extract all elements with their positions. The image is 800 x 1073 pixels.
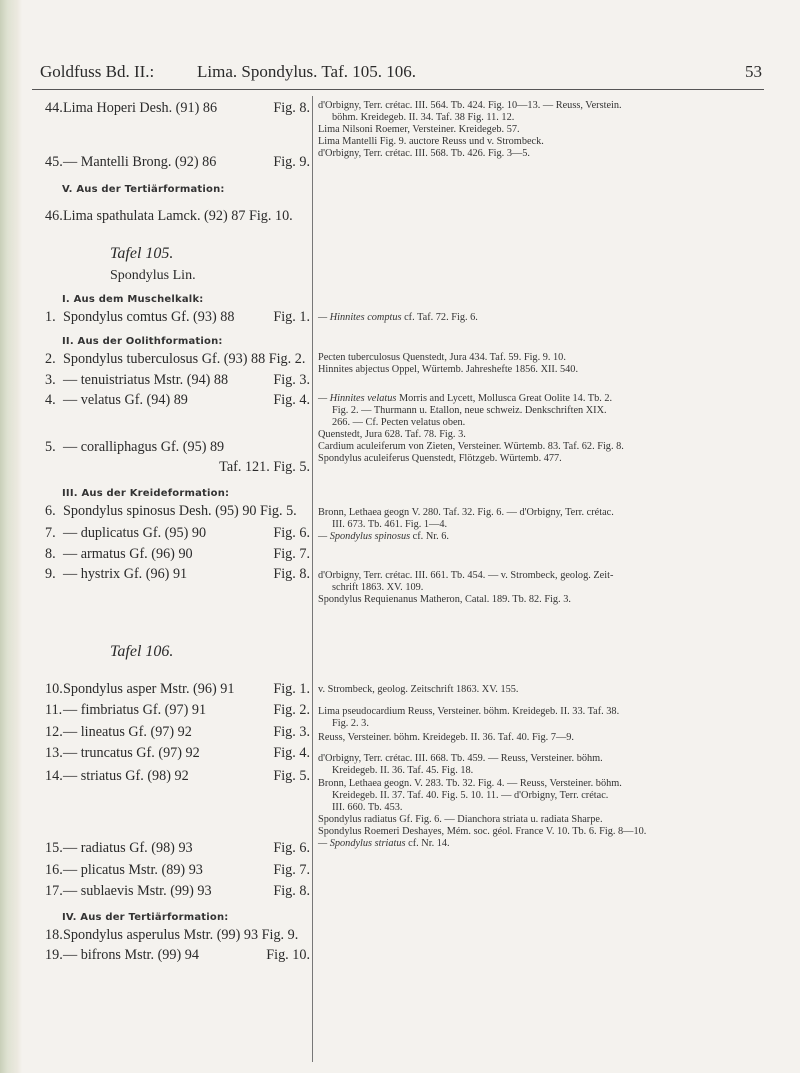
entry-fig: Fig. 8.: [273, 100, 310, 116]
italic-name: — Hinnites comptus: [318, 312, 402, 323]
section-heading-i: I. Aus dem Muschelkalk:: [62, 294, 204, 305]
entry-name: Spondylus asper Mstr. (96) 91: [63, 681, 235, 697]
entry-name: — hystrix Gf. (96) 91: [63, 566, 188, 582]
entry-number: 5.: [45, 439, 56, 455]
reference-text: cf. Taf. 72. Fig. 6.: [401, 312, 478, 323]
header-rule: [32, 89, 764, 90]
reference-line: III. 673. Tb. 461. Fig. 1—4.: [332, 519, 448, 530]
entry-name: — armatus Gf. (96) 90: [63, 546, 193, 562]
entry-number: 6.: [45, 503, 56, 519]
entry-name: — lineatus Gf. (97) 92: [63, 724, 192, 740]
entry-number: 12.: [45, 724, 63, 740]
entry-name: — coralliphagus Gf. (95) 89: [63, 439, 225, 455]
tafel-106-heading: Tafel 106.: [110, 643, 174, 660]
reference-line: Spondylus aculeiferus Quenstedt, Flötzgeb. Würtemb. 477.: [318, 453, 562, 464]
entry-name: — striatus Gf. (98) 92: [63, 768, 189, 784]
entry-fig: Fig. 5.: [273, 768, 310, 784]
italic-name: — Spondylus striatus: [318, 838, 406, 849]
reference-line: Kreidegeb. II. 36. Taf. 45. Fig. 18.: [332, 765, 474, 776]
entry-fig: Fig. 6.: [273, 525, 310, 541]
section-heading-iv: IV. Aus der Tertiärformation:: [62, 912, 229, 923]
entry-number: 9.: [45, 566, 56, 582]
entry-name: — bifrons Mstr. (99) 94: [63, 947, 199, 963]
header-title: Lima. Spondylus. Taf. 105. 106.: [197, 62, 417, 81]
reference-block-9: [318, 570, 763, 606]
entry-number: 10.: [45, 681, 63, 697]
entry-fig: Fig. 3.: [273, 372, 310, 388]
entry-fig: Fig. 4.: [273, 392, 310, 408]
reference-line: [318, 312, 763, 324]
reference-line: d'Orbigny, Terr. crétac. III. 661. Tb. 454. — v. Strombeck, geolog. Zeit-: [318, 570, 614, 581]
reference-line: Lima pseudocardium Reuss, Versteiner. böhm. Kreidegeb. II. 33. Taf. 38.: [318, 706, 620, 717]
entry-name: Lima spathulata Lamck. (92) 87 Fig. 10.: [63, 208, 293, 224]
genus-heading: Spondylus Lin.: [110, 268, 196, 283]
entry-number: 3.: [45, 372, 56, 388]
reference-line: d'Orbigny, Terr. crétac. III. 568. Tb. 426. Fig. 3—5.: [318, 148, 530, 159]
entry-fig: Fig. 6.: [273, 840, 310, 856]
italic-name: — Spondylus spinosus: [318, 531, 411, 542]
reference-line: Spondylus radiatus Gf. Fig. 6. — Dianchora striata u. radiata Sharpe.: [318, 814, 603, 825]
entry-number: 16.: [45, 862, 63, 878]
entry-name: — truncatus Gf. (97) 92: [63, 745, 200, 761]
reference-line: Fig. 2. — Thurmann u. Etallon, neue schweiz. Denkschriften XIX.: [332, 405, 607, 416]
tafel-105-heading: Tafel 105.: [110, 245, 174, 262]
header-author: Goldfuss Bd. II.:: [40, 62, 155, 81]
entry-number: 1.: [45, 309, 56, 325]
page-header: [40, 62, 762, 84]
page-number: 53: [745, 62, 762, 81]
reference-block-6: [318, 507, 763, 543]
reference-block-14: [318, 778, 763, 850]
reference-line: III. 660. Tb. 453.: [332, 802, 403, 813]
reference-line: d'Orbigny, Terr. crétac. III. 668. Tb. 459. — Reuss, Versteiner. böhm.: [318, 753, 603, 764]
reference-line: böhm. Kreidegeb. II. 34. Taf. 38 Fig. 11. 12.: [332, 112, 515, 123]
reference-line: Pecten tuberculosus Quenstedt, Jura 434. Taf. 59. Fig. 9. 10.: [318, 352, 566, 363]
entry-number: 11.: [45, 702, 63, 718]
entry-fig: Fig. 7.: [273, 546, 310, 562]
reference-line: [318, 531, 763, 543]
section-heading-ii: II. Aus der Oolithformation:: [62, 336, 223, 347]
italic-name: — Hinnites velatus: [318, 393, 397, 404]
reference-text: Morris and Lycett, Mollusca Great Oolite 14. Tb. 2.: [396, 393, 613, 404]
entry-fig: Fig. 3.: [273, 724, 310, 740]
entry-name: — tenuistriatus Mstr. (94) 88: [63, 372, 229, 388]
reference-line: [318, 393, 763, 405]
section-heading-iii: III. Aus der Kreideformation:: [62, 488, 230, 499]
reference-block-1: [318, 312, 763, 324]
reference-block-4: [318, 393, 763, 465]
entry-number: 13.: [45, 745, 63, 761]
entry-number: 44.: [45, 100, 63, 116]
entry-name: — duplicatus Gf. (95) 90: [63, 525, 207, 541]
reference-line: 266. — Cf. Pecten velatus oben.: [332, 417, 466, 428]
entry-fig: Fig. 7.: [273, 862, 310, 878]
entry-number: 19.: [45, 947, 63, 963]
reference-line: d'Orbigny, Terr. crétac. III. 564. Tb. 424. Fig. 10—13. — Reuss, Verstein.: [318, 100, 622, 111]
reference-block-12: [318, 732, 763, 744]
entry-fig: Fig. 1.: [273, 309, 310, 325]
entry-number: 45.: [45, 154, 63, 170]
entry-number: 18.: [45, 927, 63, 943]
reference-line: [318, 838, 763, 850]
reference-line: Hinnites abjectus Oppel, Würtemb. Jahreshefte 1856. XII. 540.: [318, 364, 579, 375]
reference-line: Quenstedt, Jura 628. Taf. 78. Fig. 3.: [318, 429, 466, 440]
entry-name: — fimbriatus Gf. (97) 91: [63, 702, 207, 718]
book-gutter: [0, 0, 22, 1073]
reference-text: cf. Nr. 14.: [405, 838, 450, 849]
reference-block-11: [318, 706, 763, 730]
reference-text: cf. Nr. 6.: [410, 531, 449, 542]
entry-name: — radiatus Gf. (98) 93: [63, 840, 193, 856]
reference-line: Bronn, Lethaea geogn. V. 283. Tb. 32. Fig. 4. — Reuss, Versteiner. böhm.: [318, 778, 622, 789]
entry-name: — sublaevis Mstr. (99) 93: [63, 883, 212, 899]
reference-line: Spondylus Roemeri Deshayes, Mém. soc. géol. France V. 10. Tb. 6. Fig. 8—10.: [318, 826, 647, 837]
reference-line: schrift 1863. XV. 109.: [332, 582, 424, 593]
entry-number: 17.: [45, 883, 63, 899]
entry-number: 14.: [45, 768, 63, 784]
entry-name: Spondylus comtus Gf. (93) 88: [63, 309, 235, 325]
reference-line: Lima Mantelli Fig. 9. auctore Reuss und v. Strombeck.: [318, 136, 544, 147]
entry-number: 2.: [45, 351, 56, 367]
entry-fig: Fig. 8.: [273, 883, 310, 899]
reference-line: Reuss, Versteiner. böhm. Kreidegeb. II. 36. Taf. 40. Fig. 7—9.: [318, 732, 574, 743]
reference-block-13: [318, 753, 763, 777]
entry-number: 4.: [45, 392, 56, 408]
entry-fig: Fig. 9.: [273, 154, 310, 170]
column-divider: [312, 96, 313, 1062]
entry-name: — velatus Gf. (94) 89: [63, 392, 188, 408]
entry-name: Spondylus asperulus Mstr. (99) 93 Fig. 9.: [63, 927, 299, 943]
reference-block-10: [318, 684, 763, 696]
entry-fig: Fig. 4.: [273, 745, 310, 761]
reference-line: Cardium aculeiferum von Zieten, Versteiner. Würtemb. 83. Taf. 62. Fig. 8.: [318, 441, 624, 452]
reference-block-44: [318, 100, 763, 160]
reference-line: Spondylus Requienanus Matheron, Catal. 189. Tb. 82. Fig. 3.: [318, 594, 571, 605]
entry-name: — Mantelli Brong. (92) 86: [63, 154, 217, 170]
reference-block-2: [318, 352, 763, 376]
entry-number: 7.: [45, 525, 56, 541]
reference-line: Lima Nilsoni Roemer, Versteiner. Kreidegeb. 57.: [318, 124, 520, 135]
entry-fig: Fig. 10.: [266, 947, 310, 963]
reference-line: Bronn, Lethaea geogn V. 280. Taf. 32. Fig. 6. — d'Orbigny, Terr. crétac.: [318, 507, 614, 518]
reference-line: v. Strombeck, geolog. Zeitschrift 1863. XV. 155.: [318, 684, 519, 695]
entry-number: 8.: [45, 546, 56, 562]
entry-number: 46.: [45, 208, 63, 224]
entry-name: — plicatus Mstr. (89) 93: [63, 862, 203, 878]
entry-name: Spondylus spinosus Desh. (95) 90 Fig. 5.: [63, 503, 297, 519]
entry-name: Spondylus tuberculosus Gf. (93) 88 Fig. 2.: [63, 351, 306, 367]
entry-fig: Fig. 1.: [273, 681, 310, 697]
entry-fig: Taf. 121. Fig. 5.: [219, 459, 310, 475]
reference-line: Kreidegeb. II. 37. Taf. 40. Fig. 5. 10. 11. — d'Orbigny, Terr. crétac.: [332, 790, 609, 801]
entry-number: 15.: [45, 840, 63, 856]
entry-fig: Fig. 8.: [273, 566, 310, 582]
section-heading-v: V. Aus der Tertiärformation:: [62, 184, 225, 195]
reference-line: Fig. 2. 3.: [332, 718, 369, 729]
entry-fig: Fig. 2.: [273, 702, 310, 718]
entry-name: Lima Hoperi Desh. (91) 86: [63, 100, 218, 116]
